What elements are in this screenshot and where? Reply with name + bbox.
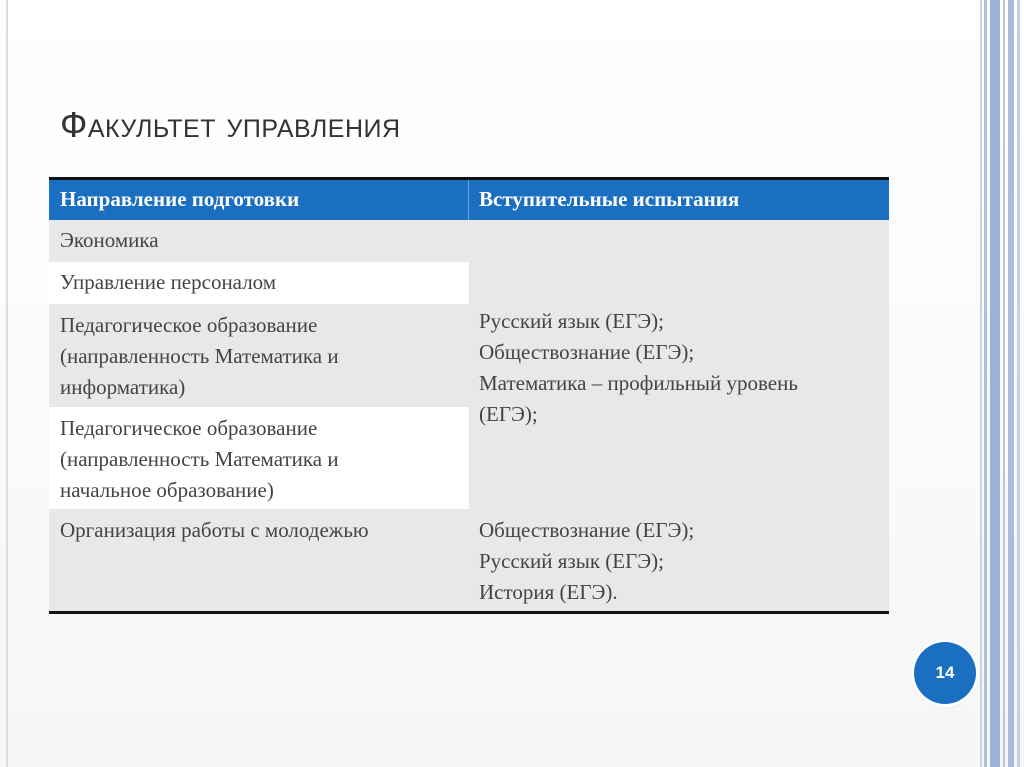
header-divider (468, 180, 469, 220)
header-program: Направление подготовки (60, 187, 300, 211)
exam-group (479, 306, 879, 430)
left-border-line (6, 0, 8, 767)
program-line: начальное образование) (60, 478, 274, 502)
program-line: Педагогическое образование (60, 313, 318, 337)
table-row-program (60, 267, 460, 298)
table-row-program (60, 515, 460, 546)
slide-title: Факультет управления (60, 104, 401, 145)
program-line: Организация работы с молодежью (60, 518, 369, 542)
program-line: Экономика (60, 228, 159, 252)
program-line: Педагогическое образование (60, 416, 318, 440)
table-header (49, 177, 889, 220)
exam-line: Математика – профильный уровень (479, 371, 798, 395)
header-exams: Вступительные испытания (479, 187, 740, 211)
exam-line: Русский язык (ЕГЭ); (479, 549, 664, 573)
table-row-program (60, 310, 460, 403)
admissions-table (49, 177, 889, 614)
page-number-badge: 14 (914, 642, 976, 704)
exam-line: Обществознание (ЕГЭ); (479, 340, 695, 364)
exam-line: Русский язык (ЕГЭ); (479, 309, 664, 333)
program-line: информатика) (60, 375, 186, 399)
exam-line: (ЕГЭ); (479, 402, 538, 426)
exam-line: Обществознание (ЕГЭ); (479, 518, 695, 542)
decorative-stripes (980, 0, 1024, 767)
exam-line: История (ЕГЭ). (479, 580, 618, 604)
table-row-program (60, 413, 460, 506)
table-row-program (60, 225, 460, 256)
program-line: (направленность Математика и (60, 344, 339, 368)
program-line: Управление персоналом (60, 270, 277, 294)
exam-group (479, 515, 879, 608)
program-line: (направленность Математика и (60, 447, 339, 471)
